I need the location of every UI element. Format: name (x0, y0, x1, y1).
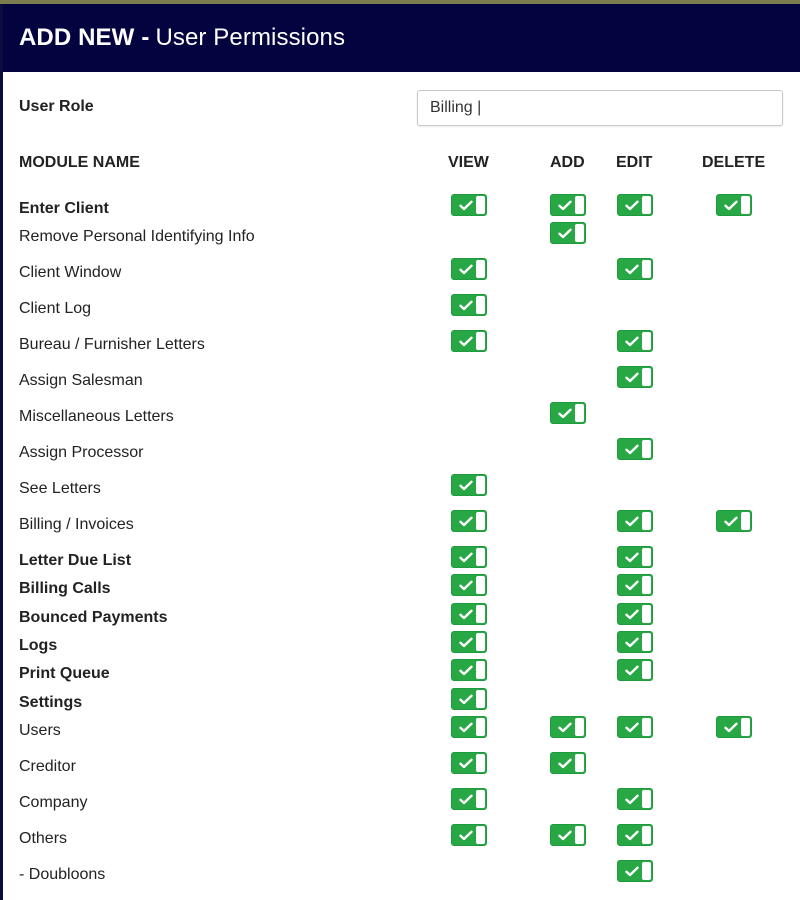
check-icon (459, 264, 473, 275)
check-icon (625, 200, 639, 211)
edit-permission-toggle[interactable] (617, 194, 653, 216)
permission-cell-add (550, 788, 586, 810)
edit-permission-toggle[interactable] (617, 258, 653, 280)
permission-cell-add (550, 546, 586, 568)
view-permission-toggle[interactable] (451, 546, 487, 568)
column-header-add: ADD (550, 154, 585, 171)
toggle-knob (741, 718, 750, 736)
permission-cell-view (451, 438, 487, 460)
view-permission-toggle[interactable] (451, 574, 487, 596)
toggle-knob (642, 368, 651, 386)
check-icon (459, 580, 473, 591)
check-icon (625, 866, 639, 877)
check-icon (625, 264, 639, 275)
add-permission-toggle[interactable] (550, 194, 586, 216)
permission-cell-delete (716, 366, 752, 388)
permission-cell-add (550, 659, 586, 681)
edit-permission-toggle[interactable] (617, 659, 653, 681)
user-role-input[interactable] (417, 90, 783, 126)
check-icon (625, 580, 639, 591)
edit-permission-toggle[interactable] (617, 788, 653, 810)
permission-row (3, 865, 800, 893)
check-icon (625, 665, 639, 676)
permission-cell-edit (617, 258, 653, 280)
permission-cell-delete (716, 716, 752, 738)
module-name: Assign Salesman (19, 372, 143, 389)
check-icon (724, 200, 738, 211)
permission-cell-delete (716, 574, 752, 596)
permission-row (3, 443, 800, 471)
permission-cell-add (550, 510, 586, 532)
permission-cell-view (451, 860, 487, 882)
module-name: Company (19, 794, 88, 811)
permission-cell-view (451, 824, 487, 846)
permission-cell-view (451, 716, 487, 738)
check-icon (558, 200, 572, 211)
permission-cell-add (550, 222, 586, 244)
permission-cell-view (451, 752, 487, 774)
permission-row (3, 664, 800, 692)
permission-row (3, 263, 800, 291)
check-icon (625, 637, 639, 648)
permission-row (3, 371, 800, 399)
toggle-knob (476, 633, 485, 651)
permission-row (3, 199, 800, 227)
permission-cell-view (451, 510, 487, 532)
view-permission-toggle[interactable] (451, 716, 487, 738)
permission-cell-delete (716, 659, 752, 681)
toggle-knob (476, 296, 485, 314)
toggle-knob (476, 196, 485, 214)
permission-cell-add (550, 860, 586, 882)
permission-row (3, 579, 800, 607)
check-icon (558, 830, 572, 841)
modal-title: User Permissions (155, 24, 346, 51)
permission-row (3, 407, 800, 435)
permission-cell-view (451, 574, 487, 596)
add-permission-toggle[interactable] (550, 716, 586, 738)
toggle-knob (642, 862, 651, 880)
permission-cell-delete (716, 688, 752, 710)
permission-cell-delete (716, 474, 752, 496)
check-icon (625, 372, 639, 383)
module-name: Bureau / Furnisher Letters (19, 336, 205, 353)
permission-row (3, 335, 800, 363)
toggle-knob (642, 196, 651, 214)
toggle-knob (476, 605, 485, 623)
toggle-knob (476, 260, 485, 278)
permission-cell-add (550, 294, 586, 316)
permission-cell-delete (716, 438, 752, 460)
add-permission-toggle[interactable] (550, 752, 586, 774)
user-role-label: User Role (19, 98, 94, 115)
check-icon (459, 200, 473, 211)
edit-permission-toggle[interactable] (617, 330, 653, 352)
toggle-knob (476, 790, 485, 808)
edit-permission-toggle[interactable] (617, 546, 653, 568)
module-name: Users (19, 722, 61, 739)
permission-cell-delete (716, 603, 752, 625)
check-icon (558, 722, 572, 733)
toggle-knob (476, 826, 485, 844)
check-icon (625, 516, 639, 527)
module-name: Print Queue (19, 665, 110, 682)
view-permission-toggle[interactable] (451, 474, 487, 496)
view-permission-toggle[interactable] (451, 824, 487, 846)
module-name: Logs (19, 637, 58, 654)
check-icon (558, 408, 572, 419)
toggle-knob (575, 718, 584, 736)
permission-cell-view (451, 330, 487, 352)
toggle-knob (476, 512, 485, 530)
edit-permission-toggle[interactable] (617, 510, 653, 532)
permission-row (3, 515, 800, 543)
permission-row (3, 227, 800, 255)
permission-cell-view (451, 603, 487, 625)
permission-cell-edit (617, 294, 653, 316)
check-icon (459, 480, 473, 491)
permission-row (3, 608, 800, 636)
check-icon (625, 722, 639, 733)
toggle-knob (741, 196, 750, 214)
toggle-knob (476, 576, 485, 594)
toggle-knob (476, 661, 485, 679)
check-icon (625, 794, 639, 805)
toggle-knob (642, 718, 651, 736)
permission-cell-add (550, 402, 586, 424)
toggle-knob (476, 476, 485, 494)
modal-header (3, 4, 800, 72)
permission-cell-add (550, 194, 586, 216)
edit-permission-toggle[interactable] (617, 574, 653, 596)
edit-permission-toggle[interactable] (617, 716, 653, 738)
toggle-knob (642, 661, 651, 679)
check-icon (558, 228, 572, 239)
permission-cell-edit (617, 474, 653, 496)
module-name: Settings (19, 694, 83, 711)
permission-row (3, 693, 800, 721)
permission-cell-add (550, 438, 586, 460)
check-icon (459, 609, 473, 620)
add-permission-toggle[interactable] (550, 222, 586, 244)
check-icon (459, 300, 473, 311)
permission-cell-add (550, 474, 586, 496)
column-header-view: VIEW (448, 154, 489, 171)
toggle-knob (575, 224, 584, 242)
module-name: Client Window (19, 264, 122, 281)
view-permission-toggle[interactable] (451, 330, 487, 352)
user-permissions-modal (3, 4, 800, 900)
module-name: Enter Client (19, 200, 109, 217)
view-permission-toggle[interactable] (451, 788, 487, 810)
toggle-knob (642, 440, 651, 458)
permission-row (3, 721, 800, 749)
view-permission-toggle[interactable] (451, 603, 487, 625)
permission-cell-edit (617, 860, 653, 882)
permission-cell-delete (716, 752, 752, 774)
column-header-edit: EDIT (616, 154, 653, 171)
permission-cell-delete (716, 631, 752, 653)
permission-cell-edit (617, 366, 653, 388)
permission-cell-delete (716, 294, 752, 316)
permission-cell-add (550, 258, 586, 280)
permission-cell-delete (716, 402, 752, 424)
permission-cell-edit (617, 546, 653, 568)
check-icon (459, 552, 473, 563)
delete-permission-toggle[interactable] (716, 510, 752, 532)
edit-permission-toggle[interactable] (617, 366, 653, 388)
check-icon (459, 830, 473, 841)
module-name: Others (19, 830, 68, 847)
permission-cell-view (451, 688, 487, 710)
permission-cell-delete (716, 546, 752, 568)
permission-cell-add (550, 716, 586, 738)
toggle-knob (476, 690, 485, 708)
module-name: Billing / Invoices (19, 516, 134, 533)
permission-cell-edit (617, 194, 653, 216)
permission-cell-edit (617, 659, 653, 681)
toggle-knob (575, 826, 584, 844)
permission-cell-add (550, 574, 586, 596)
permission-cell-edit (617, 402, 653, 424)
check-icon (459, 336, 473, 347)
check-icon (625, 336, 639, 347)
permission-cell-view (451, 222, 487, 244)
check-icon (625, 830, 639, 841)
permission-cell-edit (617, 788, 653, 810)
toggle-knob (476, 718, 485, 736)
permission-cell-add (550, 330, 586, 352)
permission-cell-delete (716, 258, 752, 280)
add-permission-toggle[interactable] (550, 402, 586, 424)
permission-cell-edit (617, 438, 653, 460)
modal-title-strong: ADD NEW (19, 24, 135, 51)
permission-cell-view (451, 788, 487, 810)
permission-cell-view (451, 402, 487, 424)
column-header-delete: DELETE (702, 154, 766, 171)
toggle-knob (476, 548, 485, 566)
permission-cell-edit (617, 574, 653, 596)
permission-row (3, 636, 800, 664)
permission-cell-view (451, 631, 487, 653)
permission-cell-delete (716, 788, 752, 810)
user-role-row (19, 90, 785, 130)
toggle-knob (476, 332, 485, 350)
permission-cell-view (451, 474, 487, 496)
permission-cell-view (451, 366, 487, 388)
view-permission-toggle[interactable] (451, 194, 487, 216)
check-icon (724, 516, 738, 527)
module-name: Client Log (19, 300, 92, 317)
check-icon (459, 516, 473, 527)
check-icon (558, 758, 572, 769)
permission-cell-edit (617, 631, 653, 653)
view-permission-toggle[interactable] (451, 631, 487, 653)
permission-row (3, 793, 800, 821)
permission-cell-delete (716, 194, 752, 216)
permission-cell-view (451, 194, 487, 216)
check-icon (459, 637, 473, 648)
permission-cell-edit (617, 716, 653, 738)
view-permission-toggle[interactable] (451, 752, 487, 774)
permission-cell-view (451, 258, 487, 280)
module-name: Billing Calls (19, 580, 111, 597)
permissions-header-row (3, 154, 800, 174)
permission-cell-edit (617, 222, 653, 244)
permission-cell-add (550, 631, 586, 653)
check-icon (459, 665, 473, 676)
check-icon (459, 694, 473, 705)
add-permission-toggle[interactable] (550, 824, 586, 846)
edit-permission-toggle[interactable] (617, 631, 653, 653)
toggle-knob (575, 404, 584, 422)
module-name: Remove Personal Identifying Info (19, 228, 255, 245)
toggle-knob (476, 754, 485, 772)
toggle-knob (642, 633, 651, 651)
permission-cell-delete (716, 222, 752, 244)
check-icon (625, 609, 639, 620)
toggle-knob (575, 196, 584, 214)
edit-permission-toggle[interactable] (617, 860, 653, 882)
toggle-knob (642, 790, 651, 808)
module-name: Letter Due List (19, 552, 132, 569)
permission-cell-add (550, 603, 586, 625)
check-icon (459, 722, 473, 733)
permission-cell-edit (617, 603, 653, 625)
edit-permission-toggle[interactable] (617, 603, 653, 625)
check-icon (625, 444, 639, 455)
delete-permission-toggle[interactable] (716, 194, 752, 216)
view-permission-toggle[interactable] (451, 294, 487, 316)
permission-cell-edit (617, 752, 653, 774)
permission-cell-add (550, 824, 586, 846)
toggle-knob (741, 512, 750, 530)
module-name: - Doubloons (19, 866, 106, 883)
permission-cell-edit (617, 330, 653, 352)
permission-cell-delete (716, 824, 752, 846)
toggle-knob (642, 548, 651, 566)
check-icon (724, 722, 738, 733)
permission-cell-edit (617, 510, 653, 532)
permission-cell-add (550, 752, 586, 774)
module-name: Creditor (19, 758, 76, 775)
view-permission-toggle[interactable] (451, 510, 487, 532)
view-permission-toggle[interactable] (451, 258, 487, 280)
module-name: Assign Processor (19, 444, 144, 461)
check-icon (459, 794, 473, 805)
modal-title-separator: - (141, 24, 150, 51)
toggle-knob (642, 576, 651, 594)
permission-cell-delete (716, 510, 752, 532)
toggle-knob (575, 754, 584, 772)
permission-row (3, 829, 800, 857)
toggle-knob (642, 260, 651, 278)
toggle-knob (642, 605, 651, 623)
permission-cell-add (550, 688, 586, 710)
module-name: See Letters (19, 480, 101, 497)
permission-cell-view (451, 659, 487, 681)
permission-cell-view (451, 294, 487, 316)
permission-cell-edit (617, 688, 653, 710)
permission-cell-edit (617, 824, 653, 846)
module-name: Bounced Payments (19, 609, 168, 626)
toggle-knob (642, 512, 651, 530)
permission-row (3, 551, 800, 579)
toggle-knob (642, 332, 651, 350)
permission-row (3, 757, 800, 785)
delete-permission-toggle[interactable] (716, 716, 752, 738)
edit-permission-toggle[interactable] (617, 438, 653, 460)
check-icon (625, 552, 639, 563)
column-header-module-name: MODULE NAME (19, 154, 140, 171)
module-name: Miscellaneous Letters (19, 408, 174, 425)
toggle-knob (642, 826, 651, 844)
permission-cell-delete (716, 330, 752, 352)
permission-row (3, 479, 800, 507)
view-permission-toggle[interactable] (451, 688, 487, 710)
permission-cell-add (550, 366, 586, 388)
view-permission-toggle[interactable] (451, 659, 487, 681)
edit-permission-toggle[interactable] (617, 824, 653, 846)
check-icon (459, 758, 473, 769)
permission-cell-view (451, 546, 487, 568)
permission-cell-delete (716, 860, 752, 882)
permission-row (3, 299, 800, 327)
